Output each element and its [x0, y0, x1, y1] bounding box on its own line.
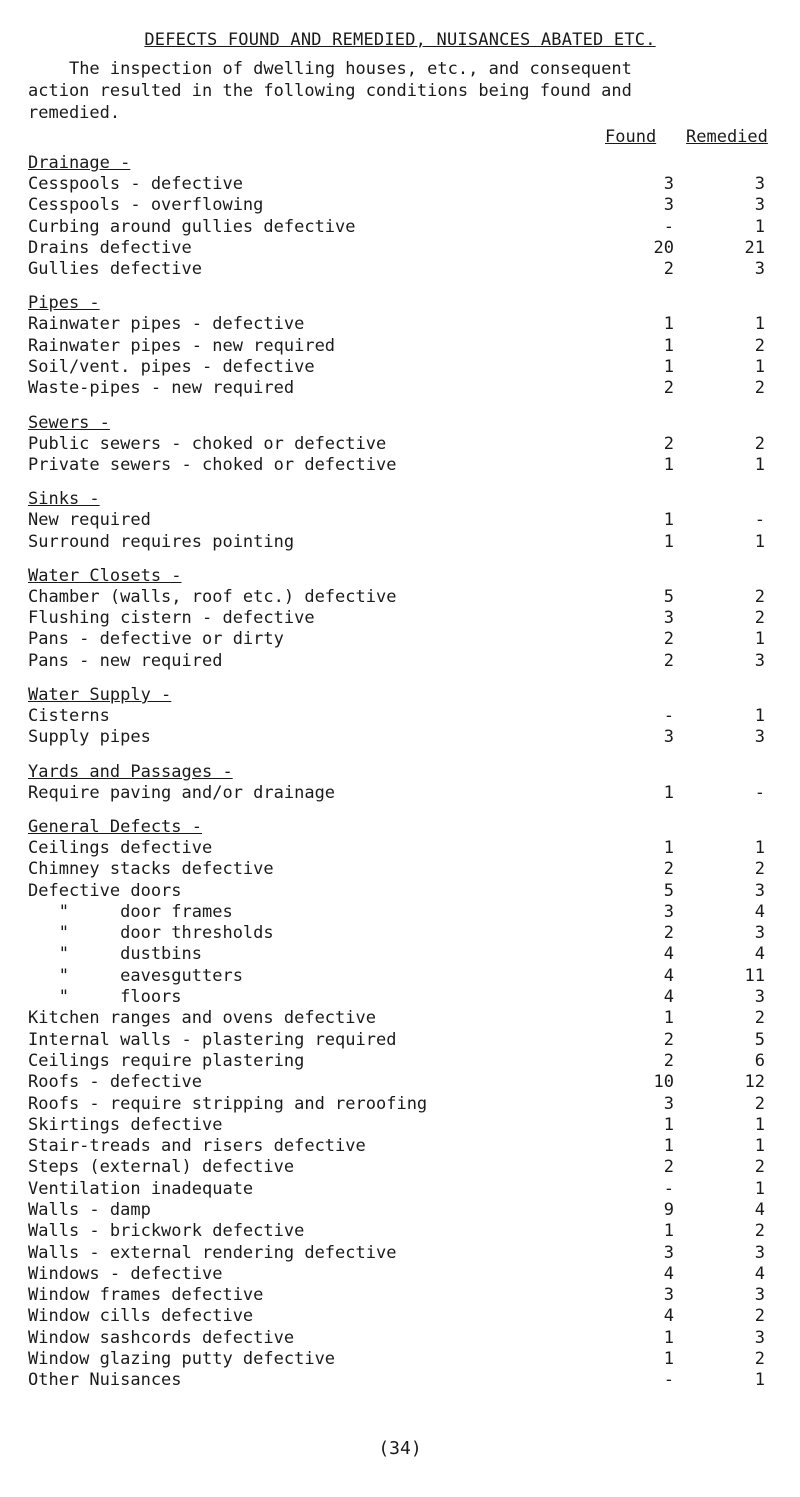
table-row: [28, 1094, 788, 1115]
row-label: Gullies defective: [28, 259, 202, 280]
remedied-value: 3: [754, 259, 765, 280]
found-value: 1: [663, 1136, 674, 1157]
table-row: [28, 783, 788, 804]
remedied-value: 1: [754, 1114, 765, 1135]
remedied-value: 2: [754, 586, 765, 607]
page-title: DEFECTS FOUND AND REMEDIED, NUISANCES ABATED ETC.: [144, 30, 656, 50]
table-row: [28, 1306, 788, 1327]
remedied-value: 2: [754, 1221, 765, 1242]
row-label: " door frames: [28, 901, 233, 922]
remedied-value: 4: [754, 901, 765, 922]
row-label: Walls - brickwork defective: [28, 1221, 305, 1242]
table-row: [28, 706, 788, 727]
found-value: 1: [663, 454, 674, 475]
table-row: [28, 1221, 788, 1242]
table-row: [28, 923, 788, 944]
row-label: New required: [28, 510, 151, 531]
found-value: 1: [663, 357, 674, 378]
found-value: 5: [663, 880, 674, 901]
found-value: 2: [663, 1050, 674, 1071]
remedied-value: 1: [754, 1136, 765, 1157]
remedied-value: 3: [754, 1327, 765, 1348]
remedied-value: 4: [754, 944, 765, 965]
table-row: [28, 629, 788, 650]
remedied-value: 6: [754, 1050, 765, 1071]
table-row: [28, 1349, 788, 1370]
row-label: Windows - defective: [28, 1263, 223, 1284]
table-row: [28, 966, 788, 987]
remedied-value: 12: [744, 1072, 765, 1093]
found-value: -: [663, 1370, 674, 1391]
remedied-value: 2: [754, 1349, 765, 1370]
remedied-value: 3: [754, 650, 765, 671]
row-label: Private sewers - choked or defective: [28, 454, 397, 475]
row-label: Chamber (walls, roof etc.) defective: [28, 586, 397, 607]
remedied-value: 1: [754, 357, 765, 378]
found-value: 4: [663, 987, 674, 1008]
row-label: Rainwater pipes - new required: [28, 335, 336, 356]
found-value: 4: [663, 1263, 674, 1284]
table-row: [28, 1200, 788, 1221]
row-label: Ceilings defective: [28, 837, 213, 858]
row-label: Defective doors: [28, 880, 182, 901]
table-row: [28, 1157, 788, 1178]
remedied-value: 2: [754, 1157, 765, 1178]
row-label: Rainwater pipes - defective: [28, 314, 305, 335]
row-label: " dustbins: [28, 944, 202, 965]
table-row: [28, 1115, 788, 1136]
section-title: Yards and Passages -: [28, 761, 233, 782]
found-value: 9: [663, 1199, 674, 1220]
found-value: 1: [663, 335, 674, 356]
found-value: 2: [663, 378, 674, 399]
section-title: Water Closets -: [28, 565, 182, 586]
found-value: 2: [663, 650, 674, 671]
table-row: [28, 1072, 788, 1093]
remedied-value: 4: [754, 1263, 765, 1284]
row-label: Window cills defective: [28, 1306, 254, 1327]
section-title: Pipes -: [28, 293, 100, 314]
row-label: Pans - new required: [28, 650, 223, 671]
row-label: Public sewers - choked or defective: [28, 433, 387, 454]
section: [28, 412, 788, 477]
table-row: [28, 944, 788, 965]
found-value: 3: [663, 195, 674, 216]
remedied-value: 2: [754, 1093, 765, 1114]
found-value: 2: [663, 629, 674, 650]
table-row: [28, 1030, 788, 1051]
remedied-value: 2: [754, 335, 765, 356]
found-value: -: [663, 216, 674, 237]
found-value: 2: [663, 433, 674, 454]
remedied-value: 1: [754, 531, 765, 552]
section-title: Sewers -: [28, 412, 110, 433]
table-row: [28, 1370, 788, 1391]
table-row: [28, 510, 788, 531]
table-row: [28, 881, 788, 902]
remedied-value: 4: [754, 1199, 765, 1220]
row-label: Cesspools - defective: [28, 174, 243, 194]
row-label: Other Nuisances: [28, 1370, 182, 1391]
found-value: 2: [663, 259, 674, 280]
remedied-value: 3: [754, 923, 765, 944]
row-label: Roofs - defective: [28, 1072, 202, 1093]
remedied-value: 2: [754, 859, 765, 880]
remedied-value: 3: [754, 1242, 765, 1263]
found-value: 1: [663, 1221, 674, 1242]
row-label: Waste-pipes - new required: [28, 378, 295, 399]
found-value: 4: [663, 944, 674, 965]
row-label: Cisterns: [28, 706, 110, 727]
table-row: [28, 195, 788, 216]
found-value: -: [663, 1178, 674, 1199]
remedied-value: 3: [754, 1285, 765, 1306]
row-label: Steps (external) defective: [28, 1157, 295, 1178]
remedied-value: 1: [754, 706, 765, 727]
section: [28, 684, 788, 749]
remedied-value: 3: [754, 880, 765, 901]
table-row: [28, 587, 788, 608]
table-row: [28, 1008, 788, 1029]
remedied-value: 5: [754, 1029, 765, 1050]
found-value: 2: [663, 859, 674, 880]
remedied-value: 3: [754, 174, 765, 194]
row-label: Chimney stacks defective: [28, 859, 274, 880]
row-label: Internal walls - plastering required: [28, 1029, 397, 1050]
remedied-value: 3: [754, 195, 765, 216]
section: [28, 761, 788, 804]
table-row: [28, 727, 788, 748]
row-label: Walls - damp: [28, 1199, 151, 1220]
found-value: 1: [663, 531, 674, 552]
found-value: 3: [663, 1093, 674, 1114]
found-value: 4: [663, 1306, 674, 1327]
table-row: [28, 259, 788, 280]
table-row: [28, 434, 788, 455]
row-label: Drains defective: [28, 237, 192, 258]
table-row: [28, 357, 788, 378]
section-title: Sinks -: [28, 489, 100, 510]
remedied-value: 2: [754, 608, 765, 629]
section-title: General Defects -: [28, 816, 202, 837]
row-label: Roofs - require stripping and reroofing: [28, 1093, 428, 1114]
remedied-value: 2: [754, 1008, 765, 1029]
row-label: Kitchen ranges and ovens defective: [28, 1008, 376, 1029]
page-number: (34): [378, 1438, 422, 1459]
found-value: 1: [663, 1008, 674, 1029]
found-value: -: [663, 706, 674, 727]
found-value: 1: [663, 1327, 674, 1348]
found-value: 1: [663, 1114, 674, 1135]
table-row: [28, 987, 788, 1008]
row-label: Pans - defective or dirty: [28, 629, 284, 650]
table-row: [28, 902, 788, 923]
section-title: Drainage -: [28, 153, 131, 173]
section: [28, 152, 788, 280]
table-row: [28, 314, 788, 335]
remedied-value: 1: [754, 837, 765, 858]
found-value: 3: [663, 1285, 674, 1306]
found-value: 2: [663, 1029, 674, 1050]
section: [28, 565, 788, 672]
found-value: 3: [663, 901, 674, 922]
table-row: [28, 1264, 788, 1285]
found-value: 1: [663, 837, 674, 858]
remedied-value: 1: [754, 216, 765, 237]
table-row: [28, 532, 788, 553]
row-label: Curbing around gullies defective: [28, 216, 356, 237]
remedied-value: 3: [754, 987, 765, 1008]
defects-table: [28, 152, 788, 1404]
row-label: Soil/vent. pipes - defective: [28, 357, 315, 378]
table-row: [28, 174, 788, 195]
remedied-value: -: [754, 510, 765, 531]
remedied-value: 2: [754, 378, 765, 399]
table-row: [28, 1136, 788, 1157]
row-label: Stair-treads and risers defective: [28, 1136, 366, 1157]
row-label: " eavesgutters: [28, 965, 243, 986]
found-value: 3: [663, 608, 674, 629]
remedied-value: 1: [754, 314, 765, 335]
table-row: [28, 336, 788, 357]
found-column-header: Found: [605, 127, 657, 147]
row-label: Walls - external rendering defective: [28, 1242, 397, 1263]
table-row: [28, 608, 788, 629]
section: [28, 816, 788, 1392]
row-label: Ceilings require plastering: [28, 1050, 305, 1071]
found-value: 4: [663, 965, 674, 986]
found-value: 1: [663, 510, 674, 531]
found-value: 3: [663, 174, 674, 194]
row-label: Cesspools - overflowing: [28, 195, 264, 216]
remedied-value: 2: [754, 433, 765, 454]
table-row: [28, 838, 788, 859]
found-value: 1: [663, 1349, 674, 1370]
remedied-value: 1: [754, 1370, 765, 1391]
found-value: 1: [663, 314, 674, 335]
table-row: [28, 217, 788, 238]
table-row: [28, 859, 788, 880]
remedied-column-header: Remedied: [686, 127, 768, 147]
table-row: [28, 651, 788, 672]
table-row: [28, 455, 788, 476]
section-title: Water Supply -: [28, 685, 172, 706]
found-value: 3: [663, 727, 674, 748]
intro-paragraph: The inspection of dwelling houses, etc., and consequent action resulted in the following conditions being found and remedied.: [28, 59, 632, 123]
table-row: [28, 1285, 788, 1306]
table-row: [28, 378, 788, 399]
remedied-value: 1: [754, 629, 765, 650]
remedied-value: 3: [754, 727, 765, 748]
table-row: [28, 1051, 788, 1072]
table-row: [28, 1328, 788, 1349]
found-value: 2: [663, 1157, 674, 1178]
remedied-value: 1: [754, 454, 765, 475]
row-label: Window glazing putty defective: [28, 1349, 336, 1370]
remedied-value: -: [754, 782, 765, 803]
section: [28, 292, 788, 399]
row-label: Window frames defective: [28, 1285, 264, 1306]
remedied-value: 1: [754, 1178, 765, 1199]
row-label: " door thresholds: [28, 923, 274, 944]
section: [28, 488, 788, 553]
remedied-value: 21: [744, 237, 765, 258]
row-label: Skirtings defective: [28, 1114, 223, 1135]
table-row: [28, 1179, 788, 1200]
row-label: Supply pipes: [28, 727, 151, 748]
row-label: Ventilation inadequate: [28, 1178, 254, 1199]
found-value: 1: [663, 782, 674, 803]
found-value: 5: [663, 586, 674, 607]
found-value: 10: [653, 1072, 674, 1093]
remedied-value: 11: [744, 965, 765, 986]
found-value: 3: [663, 1242, 674, 1263]
row-label: Window sashcords defective: [28, 1327, 295, 1348]
row-label: Flushing cistern - defective: [28, 608, 315, 629]
found-value: 20: [653, 237, 674, 258]
table-row: [28, 1243, 788, 1264]
table-row: [28, 238, 788, 259]
row-label: " floors: [28, 987, 182, 1008]
remedied-value: 2: [754, 1306, 765, 1327]
found-value: 2: [663, 923, 674, 944]
row-label: Require paving and/or drainage: [28, 782, 336, 803]
row-label: Surround requires pointing: [28, 531, 295, 552]
